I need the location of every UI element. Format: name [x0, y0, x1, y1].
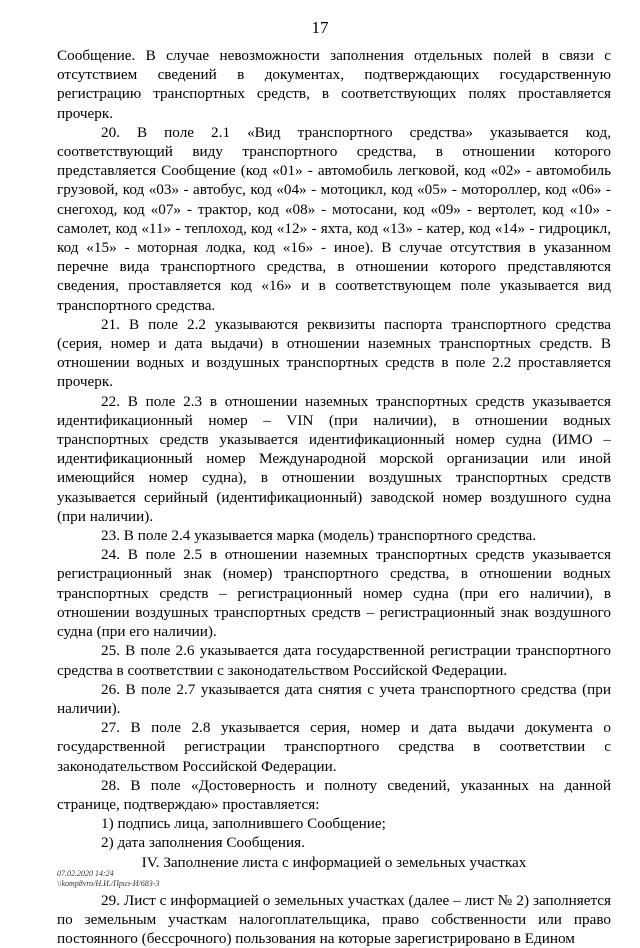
paragraph-27: 27. В поле 2.8 указывается серия, номер и дата выдачи документа о государственной регистрации транспортного средства в соответствии с законодательством Российской Федерации. [57, 719, 611, 775]
paragraph-21: 21. В поле 2.2 указываются реквизиты паспорта транспортного средства (серия, номер и дата выдачи) в отношении наземных транспортных средств. В отношении водных и воздушных транспортных средств в поле 2.2 проставляется прочерк. [57, 315, 611, 391]
paragraph-intro: Сообщение. В случае невозможности заполнения отдельных полей в связи с отсутствием сведений в документах, подтверждающих государственную регистрацию транспортных средств, в соответствующих полях проставляется прочерк. [57, 47, 611, 122]
paragraph-24: 24. В поле 2.5 в отношении наземных транспортных средств указывается регистрационный знак (номер) транспортного средства, в отношении водных транспортных средств – регистрационный номер судна (при его наличии), в отношении воздушных транспортных средств – регистрационный знак воздушного судна (при его наличии). [57, 546, 611, 641]
section-heading: IV. Заполнение листа с информацией о земельных участках [141, 853, 527, 871]
footer-stamp [57, 869, 159, 889]
document-body [57, 46, 611, 948]
paragraph-20: 20. В поле 2.1 «Вид транспортного средства» указывается код, соответствующий виду транспортного средства, в отношении которого представляется Сообщение (код «01» - автомобиль легковой, код «02» - автомобиль грузовой, код «03» - автобус, код «04» - мотоцикл, код «05» - мотороллер, код «06» - снегоход, код «07» - трактор, код «08» - мотосани, код «09» - вертолет, код «10» - самолет, код «11» - теплоход, код «12» - яхта, код «13» - катер, код «14» - гидроцикл, код «15» - моторная лодка, код «16» - иное). В случае отсутствия в указанном перечне вида транспортного средства, в отношении которого представляются сведения, проставляется код «16» и в соответствующем поле указывается вид транспортного средства. [57, 123, 611, 314]
paragraph-25: 25. В поле 2.6 указывается дата государственной регистрации транспортного средства в соответствии с законодательством Российской Федерации. [57, 642, 611, 679]
paragraph-22: 22. В поле 2.3 в отношении наземных транспортных средств указывается идентификационный номер – VIN (при наличии), в отношении водных транспортных средств указывается идентификационный номер судна (ИМО – идентификационный номер Международной морской организации или иной имеющийся номер судна), в отношении воздушных транспортных средств указывается серийный (идентификационный) заводской номер воздушного судна (при наличии). [57, 392, 611, 525]
paragraph-26: 26. В поле 2.7 указывается дата снятия с учета транспортного средства (при наличии). [57, 680, 611, 717]
paragraph-23: 23. В поле 2.4 указывается марка (модель) транспортного средства. [101, 527, 537, 545]
page-number: 17 [311, 18, 329, 37]
paragraph-28: 28. В поле «Достоверность и полноту сведений, указанных на данной странице, подтверждаю» проставляется: [57, 776, 611, 813]
paragraph-29: 29. Лист с информацией о земельных участках (далее – лист № 2) заполняется по земельным участкам налогоплательщика, право собственности или право постоянного (бессрочного) пользования на которые зарегистрировано в Едином [57, 891, 611, 948]
footer-file-path: \\komp8vro/Н.И./Приз-И/683-3 [57, 879, 160, 888]
list-item-date: 2) дата заполнения Сообщения. [101, 834, 305, 852]
list-item-signature: 1) подпись лица, заполнившего Сообщение; [101, 815, 386, 833]
footer-timestamp: 07.02.2020 14:24 [57, 869, 114, 878]
